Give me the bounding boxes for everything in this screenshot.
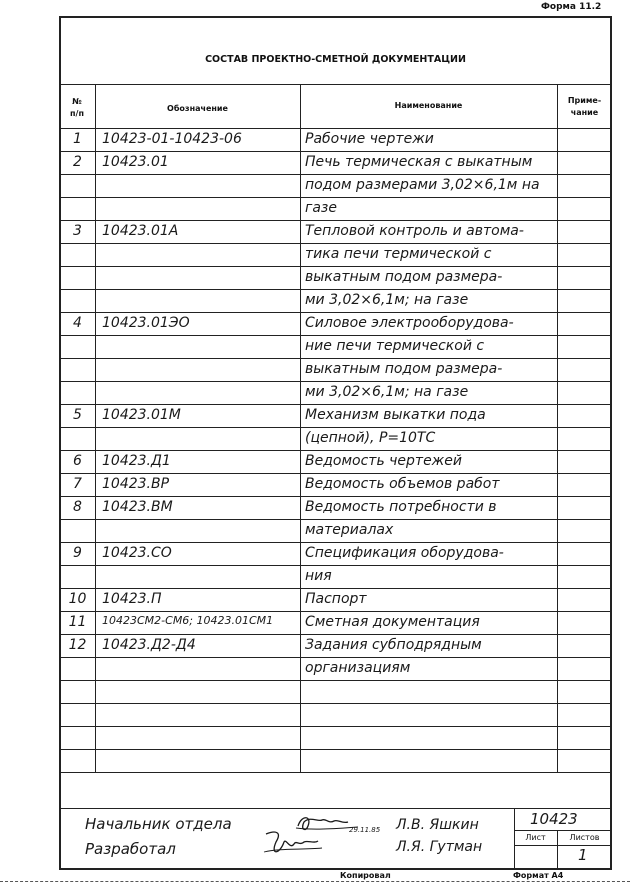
row-designation: 10423.01А — [102, 223, 179, 239]
row-name: Паспорт — [305, 591, 367, 607]
row-line — [60, 358, 611, 359]
row-line — [60, 749, 611, 750]
row-name: Печь термическая с выкатным — [305, 154, 533, 170]
header-note: Приме- чание — [567, 96, 602, 117]
row-name: Ведомость объемов работ — [305, 476, 500, 492]
name-head-of-department: Л.В. Яшкин — [396, 817, 479, 833]
row-line — [60, 220, 611, 221]
row-name: Спецификация оборудова- — [305, 545, 504, 561]
row-designation: 10423.01 — [102, 154, 169, 170]
row-name: Сметная документация — [305, 614, 480, 630]
row-number: 2 — [73, 154, 82, 170]
row-line — [60, 542, 611, 543]
row-line — [60, 243, 611, 244]
sheets-value: 1 — [578, 846, 588, 864]
row-line — [60, 197, 611, 198]
role-head-of-department: Начальник отдела — [85, 815, 232, 833]
row-designation: 10423.Д1 — [102, 453, 171, 469]
row-line — [60, 381, 611, 382]
format-label: Формат А4 — [513, 871, 564, 880]
row-designation: 10423-01-10423-06 — [102, 131, 242, 147]
bottom-rule — [0, 881, 630, 882]
row-designation: 10423.01ЭО — [102, 315, 190, 331]
row-number: 5 — [73, 407, 82, 423]
row-name: (цепной), Р=10ТС — [305, 430, 436, 446]
header-name: Наименование — [394, 101, 463, 110]
row-number: 1 — [73, 131, 82, 147]
signatures — [262, 812, 372, 862]
row-name: Механизм выкатки пода — [305, 407, 486, 423]
row-name: Ведомость чертежей — [305, 453, 463, 469]
document-title: СОСТАВ ПРОЕКТНО-СМЕТНОЙ ДОКУМЕНТАЦИИ — [205, 54, 466, 65]
row-line — [60, 427, 611, 428]
row-name: ми 3,02×6,1м; на газе — [305, 292, 469, 308]
row-name: подом размерами 3,02×6,1м на — [305, 177, 540, 193]
row-number: 8 — [73, 499, 82, 515]
row-name: материалах — [305, 522, 394, 538]
row-number: 9 — [73, 545, 82, 561]
row-number: 3 — [73, 223, 82, 239]
row-line — [60, 703, 611, 704]
column-divider — [300, 84, 301, 772]
doc-code: 10423 — [530, 810, 578, 828]
row-line — [60, 174, 611, 175]
name-developer: Л.Я. Гутман — [396, 839, 483, 855]
row-name: Тепловой контроль и автома- — [305, 223, 524, 239]
row-line — [60, 611, 611, 612]
row-line — [60, 657, 611, 658]
titleblock-hline-2 — [514, 845, 611, 846]
row-number: 4 — [73, 315, 82, 331]
row-number: 12 — [68, 637, 87, 653]
row-line — [60, 634, 611, 635]
row-line — [60, 680, 611, 681]
row-name: организациям — [305, 660, 411, 676]
table-top-line — [60, 84, 611, 85]
row-designation: 10423.П — [102, 591, 162, 607]
row-name: газе — [305, 200, 337, 216]
column-divider — [95, 84, 96, 772]
row-line — [60, 151, 611, 152]
row-line — [60, 588, 611, 589]
row-name: Силовое электрооборудова- — [305, 315, 514, 331]
role-developer: Разработал — [85, 840, 176, 858]
row-line — [60, 450, 611, 451]
row-name: Ведомость потребности в — [305, 499, 497, 515]
row-name: тика печи термической с — [305, 246, 492, 262]
row-name: ния — [305, 568, 332, 584]
row-name: ми 3,02×6,1м; на газе — [305, 384, 469, 400]
row-line — [60, 312, 611, 313]
row-line — [60, 289, 611, 290]
row-line — [60, 519, 611, 520]
row-name: выкатным подом размера- — [305, 269, 503, 285]
row-line — [60, 266, 611, 267]
sheets-label: Листов — [569, 833, 600, 842]
header-designation: Обозначение — [167, 104, 228, 113]
row-name: Задания субподрядным — [305, 637, 482, 653]
row-line — [60, 473, 611, 474]
row-line — [60, 565, 611, 566]
row-line — [60, 335, 611, 336]
row-designation: 10423.Д2-Д4 — [102, 637, 196, 653]
row-designation: 10423.СО — [102, 545, 172, 561]
titleblock-hline-1 — [514, 830, 611, 831]
row-name: ние печи термической с — [305, 338, 485, 354]
row-designation: 10423.ВР — [102, 476, 170, 492]
row-line — [60, 772, 611, 773]
row-designation: 10423.ВМ — [102, 499, 173, 515]
signature-date: 29.11.85 — [349, 826, 381, 834]
row-number: 10 — [68, 591, 87, 607]
footer-divider — [60, 808, 611, 809]
row-designation: 10423СМ2-СМ6; 10423.01СМ1 — [102, 614, 274, 627]
sheet-label: Лист — [525, 833, 546, 842]
row-line — [60, 404, 611, 405]
column-divider — [557, 84, 558, 772]
row-name: выкатным подом размера- — [305, 361, 503, 377]
row-line — [60, 496, 611, 497]
header-bottom-line — [60, 128, 611, 129]
row-name: Рабочие чертежи — [305, 131, 434, 147]
row-designation: 10423.01М — [102, 407, 181, 423]
row-number: 6 — [73, 453, 82, 469]
copied-label: Копировал — [340, 871, 391, 880]
row-number: 7 — [73, 476, 82, 492]
row-line — [60, 726, 611, 727]
row-number: 11 — [68, 614, 87, 630]
header-num: № п/п — [70, 97, 84, 118]
form-label: Форма 11.2 — [541, 2, 602, 12]
